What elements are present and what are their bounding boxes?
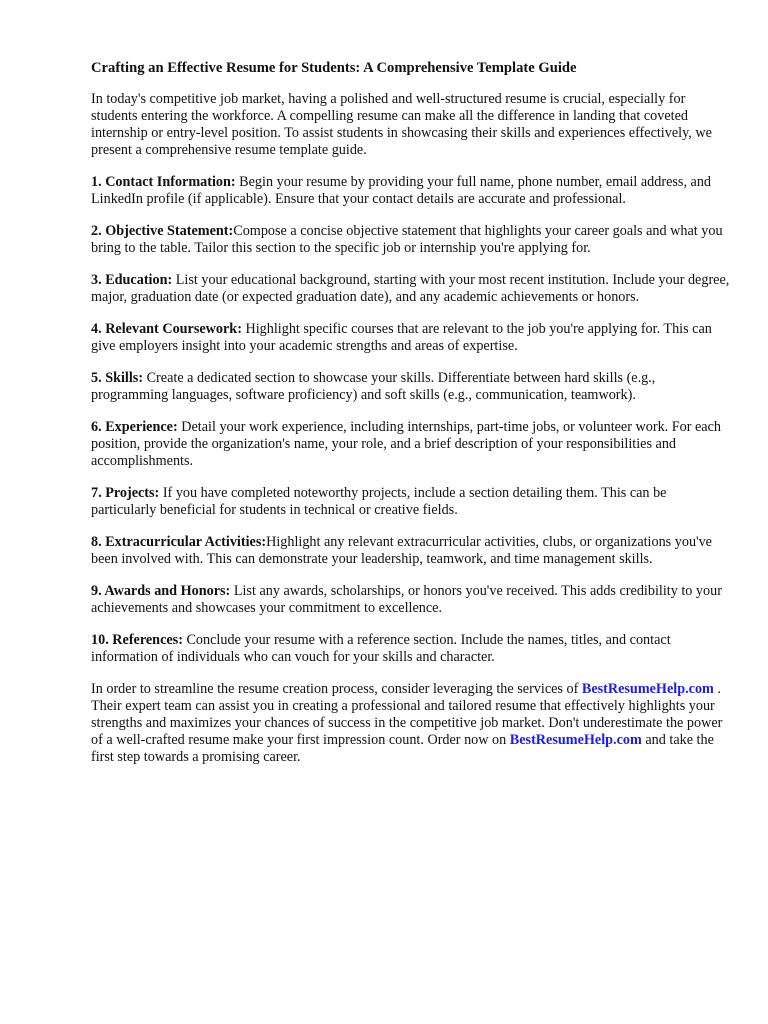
- section-heading: 2. Objective Statement:: [91, 223, 234, 239]
- closing-text-2: . Their expert team can assist you in creating a professional and tailored resume that effectively highlights your strengths and maximizes your chances of success in the competitive job market. Don't underestimate the power of a well-crafted resume make your first impression count. Order now on: [91, 681, 723, 748]
- section-projects: [91, 485, 731, 519]
- section-text: Create a dedicated section to showcase your skills. Differentiate between hard skills (e.g., programming languages, software proficiency) and soft skills (e.g., communication, teamwork).: [91, 370, 656, 403]
- section-experience: [91, 419, 731, 470]
- closing-text-3: and take the first step towards a promising career.: [91, 732, 714, 765]
- section-references: [91, 632, 731, 666]
- section-text: List any awards, scholarships, or honors you've received. This adds credibility to your achievements and showcases your commitment to excellence.: [91, 583, 722, 616]
- section-heading: 5. Skills:: [91, 370, 144, 386]
- section-text: Begin your resume by providing your full name, phone number, email address, and LinkedIn profile (if applicable). Ensure that your contact details are accurate and professional.: [91, 174, 712, 207]
- section-skills: [91, 370, 731, 404]
- section-heading: 4. Relevant Coursework:: [91, 321, 242, 337]
- closing-paragraph: [91, 681, 731, 766]
- section-text: Compose a concise objective statement that highlights your career goals and what you bring to the table. Tailor this section to the specific job or internship you're applying for.: [91, 223, 723, 256]
- bestresumehelp-link-2[interactable]: BestResumeHelp.com: [509, 732, 642, 748]
- section-text: Highlight specific courses that are relevant to the job you're applying for. This can give employers insight into your academic strengths and areas of expertise.: [91, 321, 712, 354]
- section-heading: 1. Contact Information:: [91, 174, 236, 190]
- section-heading: 8. Extracurricular Activities:: [91, 534, 267, 550]
- section-text: Highlight any relevant extracurricular activities, clubs, or organizations you've been involved with. This can demonstrate your leadership, teamwork, and time management skills.: [91, 534, 712, 567]
- document-page: [91, 59, 731, 781]
- bestresumehelp-link-1[interactable]: BestResumeHelp.com: [581, 681, 714, 697]
- section-text: List your educational background, starting with your most recent institution. Include your degree, major, graduation date (or expected graduation date), and any academic achievements or honors.: [91, 272, 730, 305]
- document-title: Crafting an Effective Resume for Students: A Comprehensive Template Guide: [91, 60, 577, 76]
- closing-text-1: In order to streamline the resume creation process, consider leveraging the services of: [91, 681, 582, 697]
- section-extracurricular-activities: [91, 534, 731, 568]
- section-text: If you have completed noteworthy projects, include a section detailing them. This can be particularly beneficial for students in technical or creative fields.: [91, 485, 667, 518]
- section-heading: 3. Education:: [91, 272, 173, 288]
- section-heading: 6. Experience:: [91, 419, 178, 435]
- section-heading: 9. Awards and Honors:: [91, 583, 231, 599]
- section-heading: 10. References:: [91, 632, 183, 648]
- section-text: Detail your work experience, including internships, part-time jobs, or volunteer work. For each position, provide the organization's name, your role, and a brief description of your responsibilities and accomplishments.: [91, 419, 721, 469]
- section-relevant-coursework: [91, 321, 731, 355]
- section-awards-and-honors: [91, 583, 731, 617]
- section-objective-statement: [91, 223, 731, 257]
- section-education: [91, 272, 731, 306]
- section-contact-information: [91, 174, 731, 208]
- section-heading: 7. Projects:: [91, 485, 160, 501]
- intro-paragraph: In today's competitive job market, having a polished and well-structured resume is crucial, especially for students entering the workforce. A compelling resume can make all the difference in landing that coveted internship or entry-level position. To assist students in showcasing their skills and experiences effectively, we present a comprehensive resume template guide.: [91, 91, 712, 158]
- section-text: Conclude your resume with a reference section. Include the names, titles, and contact information of individuals who can vouch for your skills and character.: [91, 632, 671, 665]
